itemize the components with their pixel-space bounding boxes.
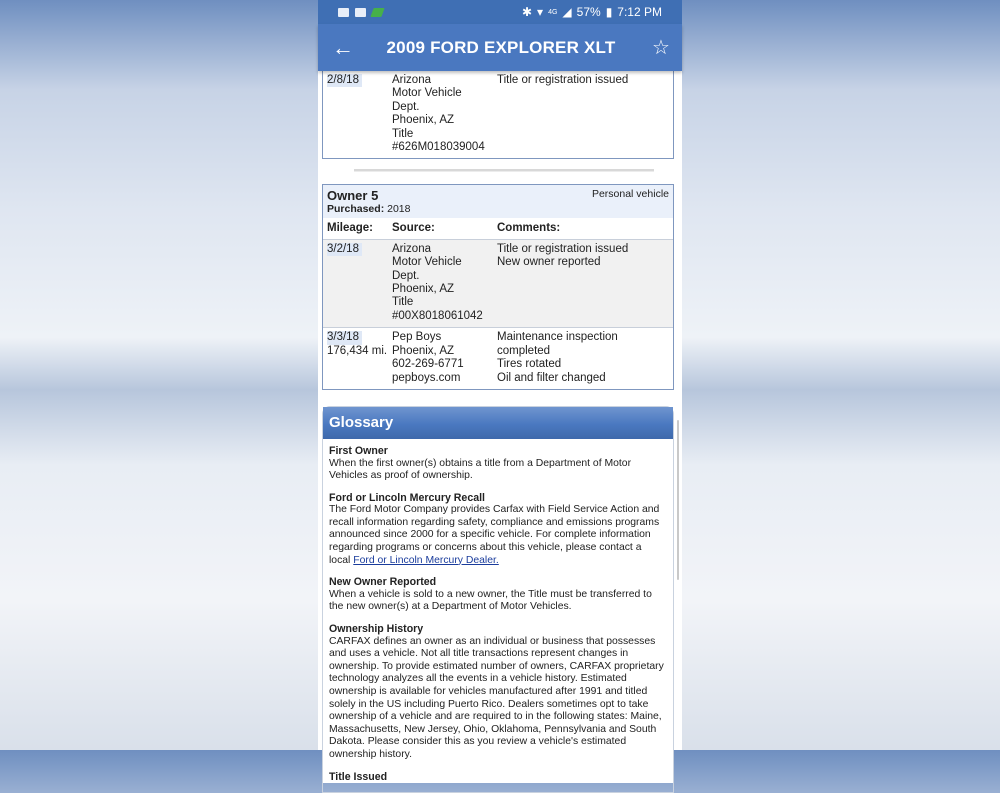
source-line: Dept. (392, 100, 420, 113)
glossary-term-title: Ford or Lincoln Mercury Recall (329, 491, 485, 504)
image-icon (355, 8, 366, 17)
glossary-term-desc: When the first owner(s) obtains a title from a Department of Motor Vehicles as proof of ownership. (329, 457, 632, 482)
record-source (392, 74, 497, 154)
col-comments: Comments: (497, 222, 561, 235)
owner-5-card (322, 184, 674, 389)
owner-purchased (327, 203, 669, 215)
glossary-term-desc: The Ford Motor Company provides Carfax with Field Service Action and recall information regarding safety, compliance and emissions programs announced since 2000 for a specific vehicle. For complete information regarding programs or concerns about this vehicle, please contact a local (329, 504, 660, 566)
record-date-cell (323, 243, 392, 323)
source-line: #626M018039004 (392, 141, 485, 154)
source-line: 602-269-6771 (392, 358, 464, 371)
owner-vehicle-type: Personal vehicle (591, 188, 669, 201)
comment-line: Maintenance inspection (497, 331, 618, 344)
record-source (392, 331, 497, 385)
glossary-section (322, 406, 674, 793)
glossary-term-title: Title Issued (329, 770, 388, 783)
purchased-label: Purchased: (327, 203, 385, 216)
comment-line: Tires rotated (497, 358, 562, 371)
col-source: Source: (392, 222, 435, 235)
glossary-term-text (329, 458, 665, 483)
source-line: #00X8018061042 (392, 309, 483, 322)
phone-screen (318, 0, 682, 783)
bluetooth-icon: ✱ (521, 5, 533, 19)
glossary-term-text (329, 589, 665, 614)
record-comments (497, 331, 673, 385)
dealer-link[interactable]: Ford or Lincoln Mercury Dealer. (353, 554, 499, 566)
source-line: Title (392, 296, 414, 309)
record-date: 3/3/18 (327, 331, 362, 344)
glossary-term-text (329, 636, 665, 762)
record-date: 2/8/18 (327, 74, 362, 87)
app-notification-icon (370, 8, 384, 17)
back-arrow-icon[interactable]: ← (332, 34, 354, 60)
glossary-title: Glossary (323, 407, 673, 439)
glossary-term (329, 576, 665, 614)
record-source (392, 243, 497, 323)
record-mileage: 176,434 mi. (327, 344, 388, 357)
status-bar (318, 0, 682, 24)
glossary-term-title: New Owner Reported (329, 576, 437, 589)
comment-line: Title or registration issued (497, 242, 629, 255)
report-content[interactable] (318, 71, 682, 783)
source-line: pepboys.com (392, 371, 461, 384)
battery-icon: ▮ (605, 5, 613, 19)
source-line: Arizona (392, 74, 431, 86)
clock: 7:12 PM (617, 5, 662, 19)
record-date-cell (323, 331, 392, 385)
col-mileage: Mileage: (327, 222, 374, 235)
record-date: 3/2/18 (327, 243, 362, 256)
source-line: Pep Boys (392, 331, 442, 344)
scrollbar[interactable] (677, 420, 679, 580)
glossary-term (329, 771, 665, 784)
record-row (323, 71, 673, 158)
glossary-term-title: Ownership History (329, 623, 424, 636)
comment-line: Oil and filter changed (497, 371, 606, 384)
comment-line: completed (497, 344, 551, 357)
app-bar (318, 24, 682, 71)
battery-percent: 57% (576, 5, 601, 19)
record-row (323, 240, 673, 328)
source-line: Motor Vehicle (392, 87, 462, 100)
owner-5-records (323, 240, 673, 389)
glossary-term (329, 445, 665, 483)
star-favorite-icon[interactable]: ☆ (652, 37, 670, 59)
source-line: Motor Vehicle (392, 256, 462, 269)
glossary-term (329, 492, 665, 568)
source-line: Dept. (392, 269, 420, 282)
comment-line: New owner reported (497, 256, 601, 269)
section-divider (354, 169, 654, 172)
glossary-term-title: First Owner (329, 444, 388, 457)
column-headers (323, 218, 673, 239)
wifi-icon: ▾ (537, 5, 544, 19)
source-line: Phoenix, AZ (392, 344, 455, 357)
glossary-term-desc: When a vehicle is sold to a new owner, the Title must be transferred to the new owner(s) at a Department of Motor Vehicles. (329, 588, 652, 613)
record-comments (497, 74, 673, 154)
source-line: Phoenix, AZ (392, 283, 455, 296)
source-line: Title (392, 127, 414, 140)
glossary-body (323, 439, 673, 783)
system-icons (522, 5, 662, 19)
comment-line: Title or registration issued (497, 74, 629, 86)
glossary-term (329, 623, 665, 762)
glossary-term-text (329, 504, 665, 567)
previous-owner-card (322, 71, 674, 159)
owner-title: Owner 5 (327, 188, 379, 204)
record-comments (497, 243, 673, 323)
owner-header (323, 185, 673, 218)
glossary-term-desc: CARFAX defines an owner as an individual or business that possesses and uses a vehicle. Not all title transactions represent changes in ownership. To provide estimated number of owners, CARFAX proprietary technology analyzes all the events in a vehicle history. Estimated ownership is available for vehicles manufactured after 1991 and titled solely in the US including Puerto Rico. Dealers sometimes opt to take ownership of a vehicle and are required to in the following states: Maine, Massachusetts, New Jersey, Ohio, Oklahoma, Pennsylvania and South Dakota. Please consider this as you review a vehicle's estimated ownership history. (329, 635, 664, 760)
notification-icons (338, 8, 383, 17)
record-row (323, 328, 673, 389)
source-line: Phoenix, AZ (392, 114, 455, 127)
signal-label: 4G (548, 8, 558, 16)
signal-icon: ◢ (562, 5, 572, 19)
mail-icon (338, 8, 349, 17)
page-title: 2009 FORD EXPLORER XLT (386, 37, 616, 57)
record-date-cell (323, 74, 392, 154)
purchased-value: 2018 (387, 203, 411, 216)
source-line: Arizona (392, 242, 431, 255)
